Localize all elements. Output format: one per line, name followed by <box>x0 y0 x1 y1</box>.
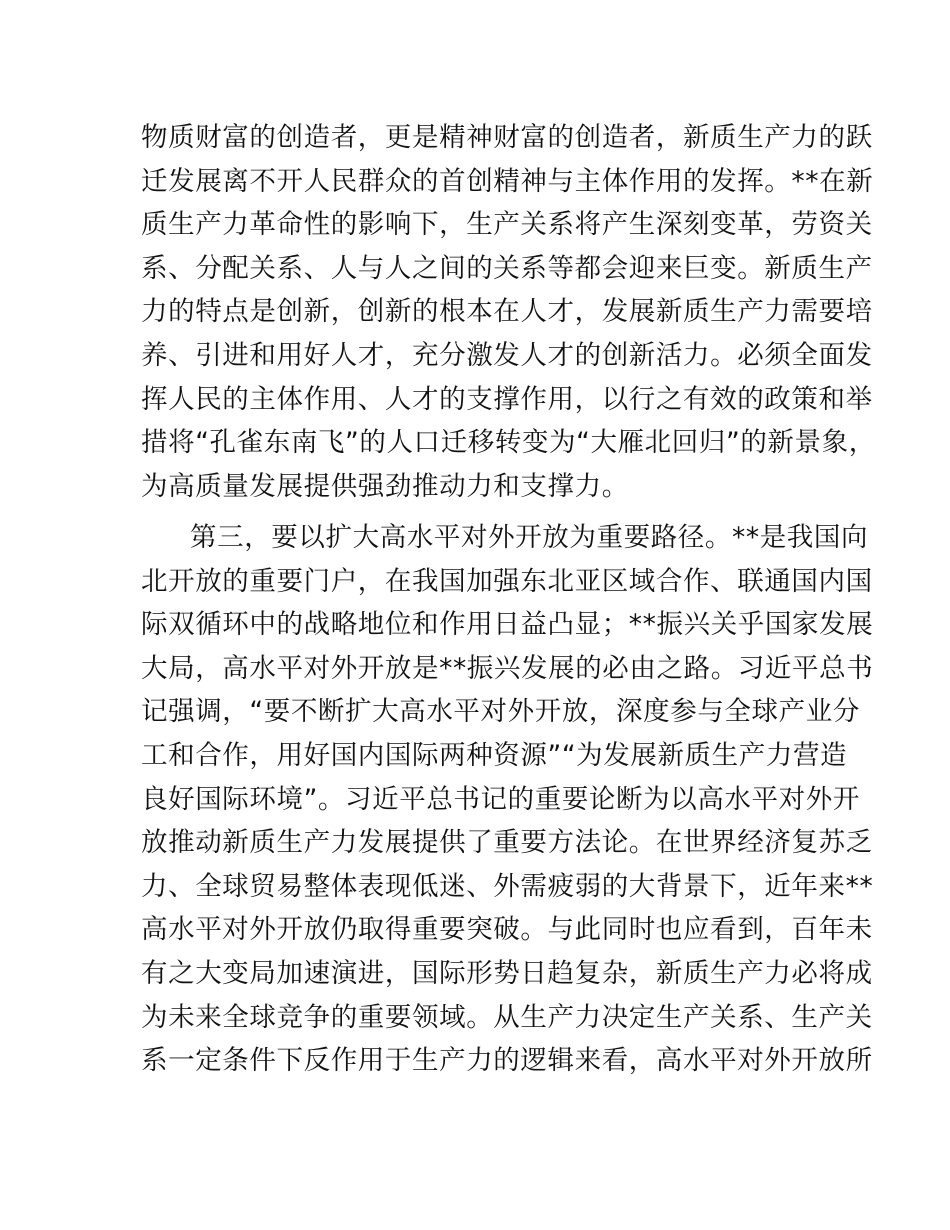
paragraph-line: 工和合作，用好国内国际两种资源”“为发展新质生产力营造 <box>141 739 848 771</box>
paragraph-line: 有之大变局加速演进，国际形势日趋复杂，新质生产力必将成 <box>141 957 873 989</box>
paragraph-line: 际双循环中的战略地位和作用日益凸显；**振兴关乎国家发展 <box>141 609 874 641</box>
paragraph-line: 为高质量发展提供强劲推动力和支撑力。 <box>141 470 629 502</box>
paragraph-line: 放推动新质生产力发展提供了重要方法论。在世界经济复苏乏 <box>141 827 873 859</box>
paragraph-line: 措将“孔雀东南飞”的人口迁移转变为“大雁北回归”的新景象， <box>141 427 876 459</box>
paragraph-line: 挥人民的主体作用、人才的支撑作用，以行之有效的政策和举 <box>141 383 873 415</box>
paragraph-1 <box>141 116 876 508</box>
paragraph-2 <box>141 516 874 1083</box>
paragraph-line: 物质财富的创造者，更是精神财富的创造者，新质生产力的跃 <box>141 122 873 153</box>
paragraph-line: 迁发展离不开人民群众的首创精神与主体作用的发挥。**在新 <box>141 165 874 197</box>
paragraph-line: 高水平对外开放仍取得重要突破。与此同时也应看到，百年未 <box>141 914 873 946</box>
paragraph-line: 质生产力革命性的影响下，生产关系将产生深刻变革，劳资关 <box>141 209 873 241</box>
paragraph-line: 大局，高水平对外开放是**振兴发展的必由之路。习近平总书 <box>141 652 874 684</box>
paragraph-line: 为未来全球竞争的重要领域。从生产力决定生产关系、生产关 <box>141 1001 873 1033</box>
paragraph-line: 良好国际环境”。习近平总书记的重要论断为以高水平对外开 <box>141 783 860 815</box>
paragraph-line: 记强调，“要不断扩大高水平对外开放，深度参与全球产业分 <box>141 696 860 728</box>
paragraph-line: 力的特点是创新，创新的根本在人才，发展新质生产力需要培 <box>141 296 873 328</box>
paragraph-line: 力、全球贸易整体表现低迷、外需疲弱的大背景下，近年来** <box>141 870 874 902</box>
paragraph-line: 北开放的重要门户，在我国加强东北亚区域合作、联通国内国 <box>141 565 873 597</box>
paragraph-line: 系、分配关系、人与人之间的关系等都会迎来巨变。新质生产 <box>141 252 873 284</box>
paragraph-first-line: 第三，要以扩大高水平对外开放为重要路径。**是我国向 <box>190 522 869 553</box>
paragraph-line: 系一定条件下反作用于生产力的逻辑来看，高水平对外开放所 <box>141 1045 873 1077</box>
paragraph-line: 养、引进和用好人才，充分激发人才的创新活力。必须全面发 <box>141 339 873 371</box>
